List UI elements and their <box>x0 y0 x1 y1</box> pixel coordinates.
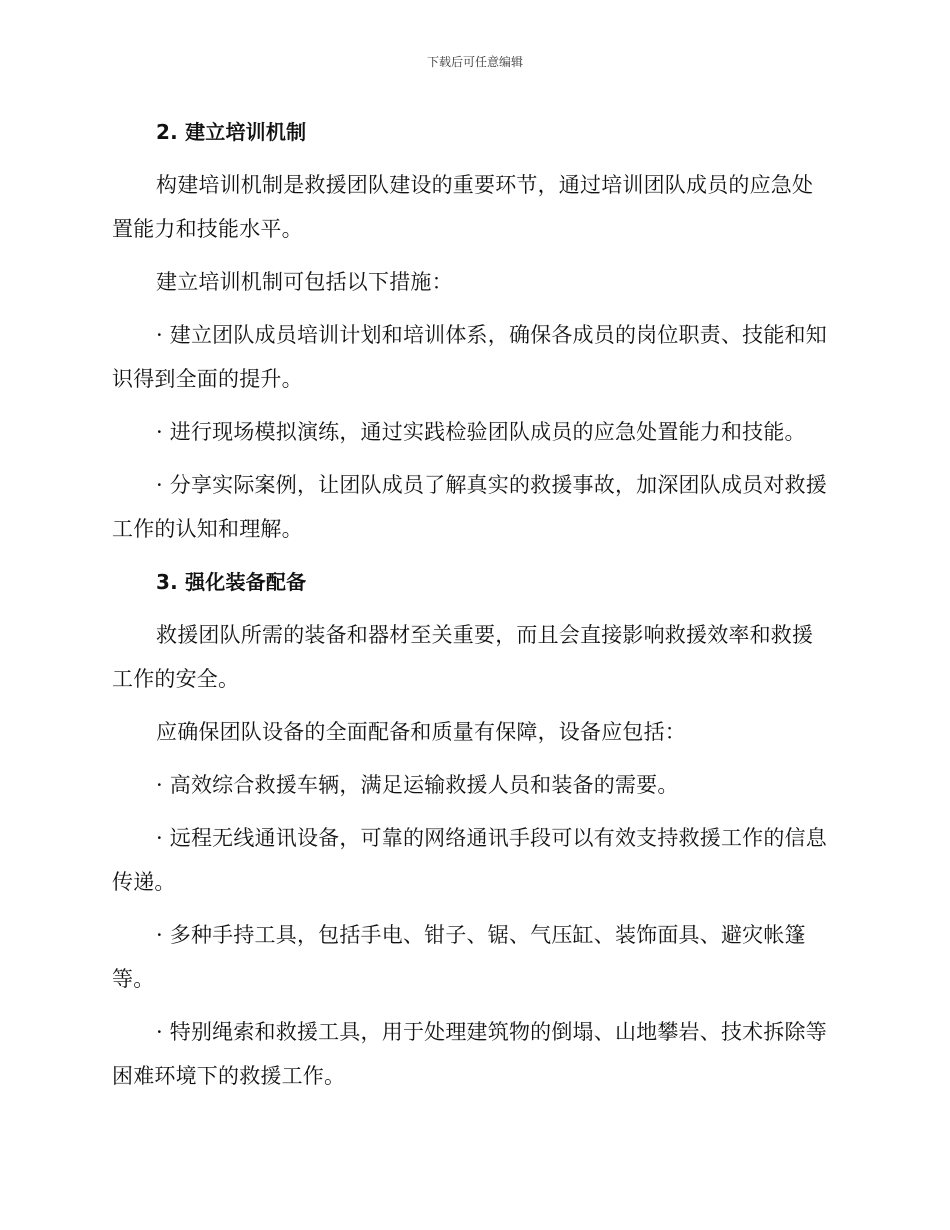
section-heading-equipment: 3. 强化装备配备 <box>156 570 307 594</box>
bullet-item: · 进行现场模拟演练，通过实践检验团队成员的应急处置能力和技能。 <box>156 420 806 444</box>
bullet-item: · 高效综合救援车辆，满足运输救援人员和装备的需要。 <box>156 773 679 797</box>
paragraph: 应确保团队设备的全面配备和质量有保障，设备应包括： <box>156 720 686 744</box>
paragraph: 救援团队所需的装备和器材至关重要，而且会直接影响救援效率和救援工作的安全。 <box>112 623 814 691</box>
paragraph: 建立培训机制可包括以下措施： <box>156 270 453 294</box>
document-body <box>112 110 832 1107</box>
bullet-item: · 多种手持工具，包括手电、钳子、锯、气压缸、装饰面具、避灾帐篷等。 <box>112 923 806 991</box>
page-header: 下载后可任意编辑 <box>426 55 523 69</box>
section-heading-training: 2. 建立培训机制 <box>156 120 307 144</box>
paragraph: 构建培训机制是救援团队建设的重要环节，通过培训团队成员的应急处置能力和技能水平。 <box>112 173 814 241</box>
bullet-item: · 分享实际案例，让团队成员了解真实的救援事故，加深团队成员对救援工作的认知和理解。 <box>112 473 827 541</box>
bullet-item: · 远程无线通讯设备，可靠的网络通讯手段可以有效支持救援工作的信息传递。 <box>112 826 827 894</box>
bullet-item: · 建立团队成员培训计划和培训体系，确保各成员的岗位职责、技能和知识得到全面的提升。 <box>112 323 827 391</box>
bullet-item: · 特别绳索和救援工具，用于处理建筑物的倒塌、山地攀岩、技术拆除等困难环境下的救援工作。 <box>112 1020 827 1088</box>
